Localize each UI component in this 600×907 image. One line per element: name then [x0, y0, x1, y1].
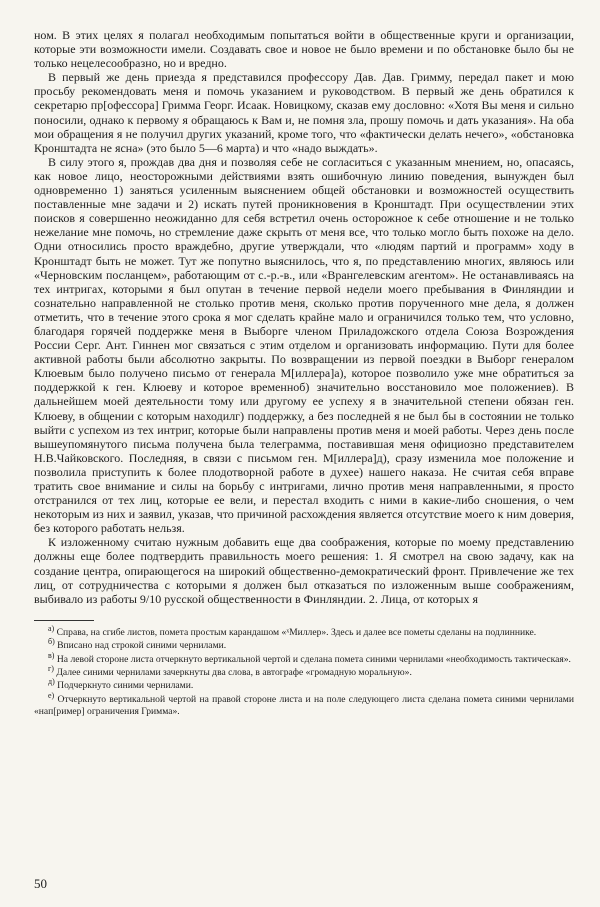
footnote-d	[34, 677, 574, 692]
footnote-mark: в)	[48, 650, 55, 660]
footnote-mark: е)	[48, 690, 55, 700]
page-body	[34, 28, 574, 720]
paragraph-1: ном. В этих целях я полагал необходимым попытаться войти в общественные круги и организации, которые эти возможности имели. Создавать свое и новое не было времени и по обстановке было бы не только нецелесообразно, но и вредно.	[34, 28, 574, 71]
footnote-text: Справа, на сгибе листов, помета простым карандашом «ˣМиллер». Здесь и далее все пометы сделаны на подлиннике.	[56, 626, 537, 638]
footnote-divider	[34, 620, 94, 621]
footnote-mark: д)	[48, 677, 55, 687]
page-number: 50	[34, 876, 47, 891]
footnote-mark: а)	[48, 623, 55, 633]
footnote-mark: б)	[48, 637, 55, 647]
footnote-text: На левой стороне листа отчеркнуто вертикальной чертой и сделана помета синими чернилами «необходимость тактическая».	[56, 653, 571, 665]
footnote-mark: г)	[48, 663, 54, 673]
footnote-e	[34, 690, 574, 719]
paragraph-2: В первый же день приезда я представился профессору Дав. Дав. Гримму, передал пакет и мою просьбу рекомендовать меня и помочь указанием и руководством. В первый же день обратился к секретарю пр[офессора] Гримма Георг. Исаак. Новицкому, сказав ему дословно: «Хотя Вы меня и сильно поносили, однако к первому я обращаюсь к Вам и, не помня зла, прошу помочь и дать указания». На оба мои обращения я не получил других указаний, кроме того, что «фактически делать нечего», «обстановка Кронштадта не ясна» (это было 5—6 марта) и что «надо выждать».	[34, 70, 574, 155]
paragraph-3: В силу этого я, прождав два дня и позволяя себе не согласиться с указанным мнением, но, опасаясь, как новое лицо, неосторожными действиями взять ошибочную линию поведения, вынужден был одновременно 1) заняться усиленным выяснением общей обстановки и возможностей осуществить поставленные мне задачи и 2) искать путей проникновения в Кронштадт. При осуществлении этих поисков я совершенно неожиданно для себя встретил очень осторожное к себе отношение и не только нежелание мне помочь, но стремление даже скрыть от меня все, что только могло быть похоже на дело. Одни относились просто враждебно, другие утверждали, что «людям партий и программ» ходу в Кронштадт быть не может. Тут же попутно выяснилось, что я, по представлению многих, являюсь или «Черновским посланцем», работающим от с.-р.-в., или «Врангелевским агентом». Не останавливаясь на тех интригах, которыми я был опутан в течение первой недели моего пребывания в Финляндии и сознательно направленной не столько против меня, сколько против порученного мне дела, я должен отметить, что в течение этого срока я мог сделать крайне мало и ограничился только тем, что условно, благодаря горячей поддержке меня в Выборге членом Приладожского отдела Союза Возрождения России Серг. Ант. Гиннен мог связаться с этим отделом и организовать информацию. Пути для более активной работы были абсолютно закрыты. По возвращении из первой поездки в Выборг генералом Клюевым было получено письмо от генерала М[иллера]а), которое позволило уже мне обратиться за поддержкой к ген. Клюеву и которое временноб) значительно восстановило мое положениев). В дальнейшем моей деятельности тому или другому ее успеху я в значительной степени обязан ген. Клюеву, в общении с которым находилг) поддержку, а без последней я не был бы в состоянии не только выйти с успехом из тех интриг, которые были направлены против меня и моей работы. Через день после вышеупомянутого письма получена была телеграмма, поставившая меня официозно представителем Н.В.Чайковского. Последняя, в связи с письмом ген. М[иллера]д), сразу изменила мое положение и позволила приступить к более плодотворной работе в духее) нашего наказа. Не считая себя вправе тратить свое внимание и силы на борьбу с интригами, лично против меня направленными, я просто отстранился от тех лиц, которые ее вели, и перестал входить с ними в какие-либо сношения, о чем некоторым из них и заявил, указав, что причиной расхождения является отсутствие моего к ним доверия, без которого работать нельзя.	[34, 154, 574, 536]
footnote-text: Подчеркнуто синими чернилами.	[57, 680, 194, 692]
footnote-text: Отчеркнуто вертикальной чертой на правой стороне листа и на поле следующего листа сделана помета синими чернилами «нап[ример] ограничения Гримма».	[34, 693, 574, 718]
footnote-b	[34, 637, 574, 652]
footnote-v	[34, 650, 574, 666]
footnote-text: Вписано над строкой синими чернилами.	[57, 640, 227, 652]
paragraph-4: К изложенному считаю нужным добавить еще два соображения, которые по моему представлению должны еще более подтвердить правильность моего решения: 1. Я смотрел на свою задачу, как на создание центра, опирающегося на широкий общественно-демократический фронт. Привлечение же тех лиц, от сотрудничества с которыми я должен был отказаться по изложенным выше соображениям, выбивало из работы 9/10 русской общественности в Финляндии. 2. Лица, от которых я	[34, 535, 574, 606]
footnote-text: Далее синими чернилами зачеркнуты два слова, в автографе «громадную моральную».	[56, 667, 412, 679]
footnote-g	[34, 663, 574, 679]
footnote-a	[34, 623, 574, 639]
